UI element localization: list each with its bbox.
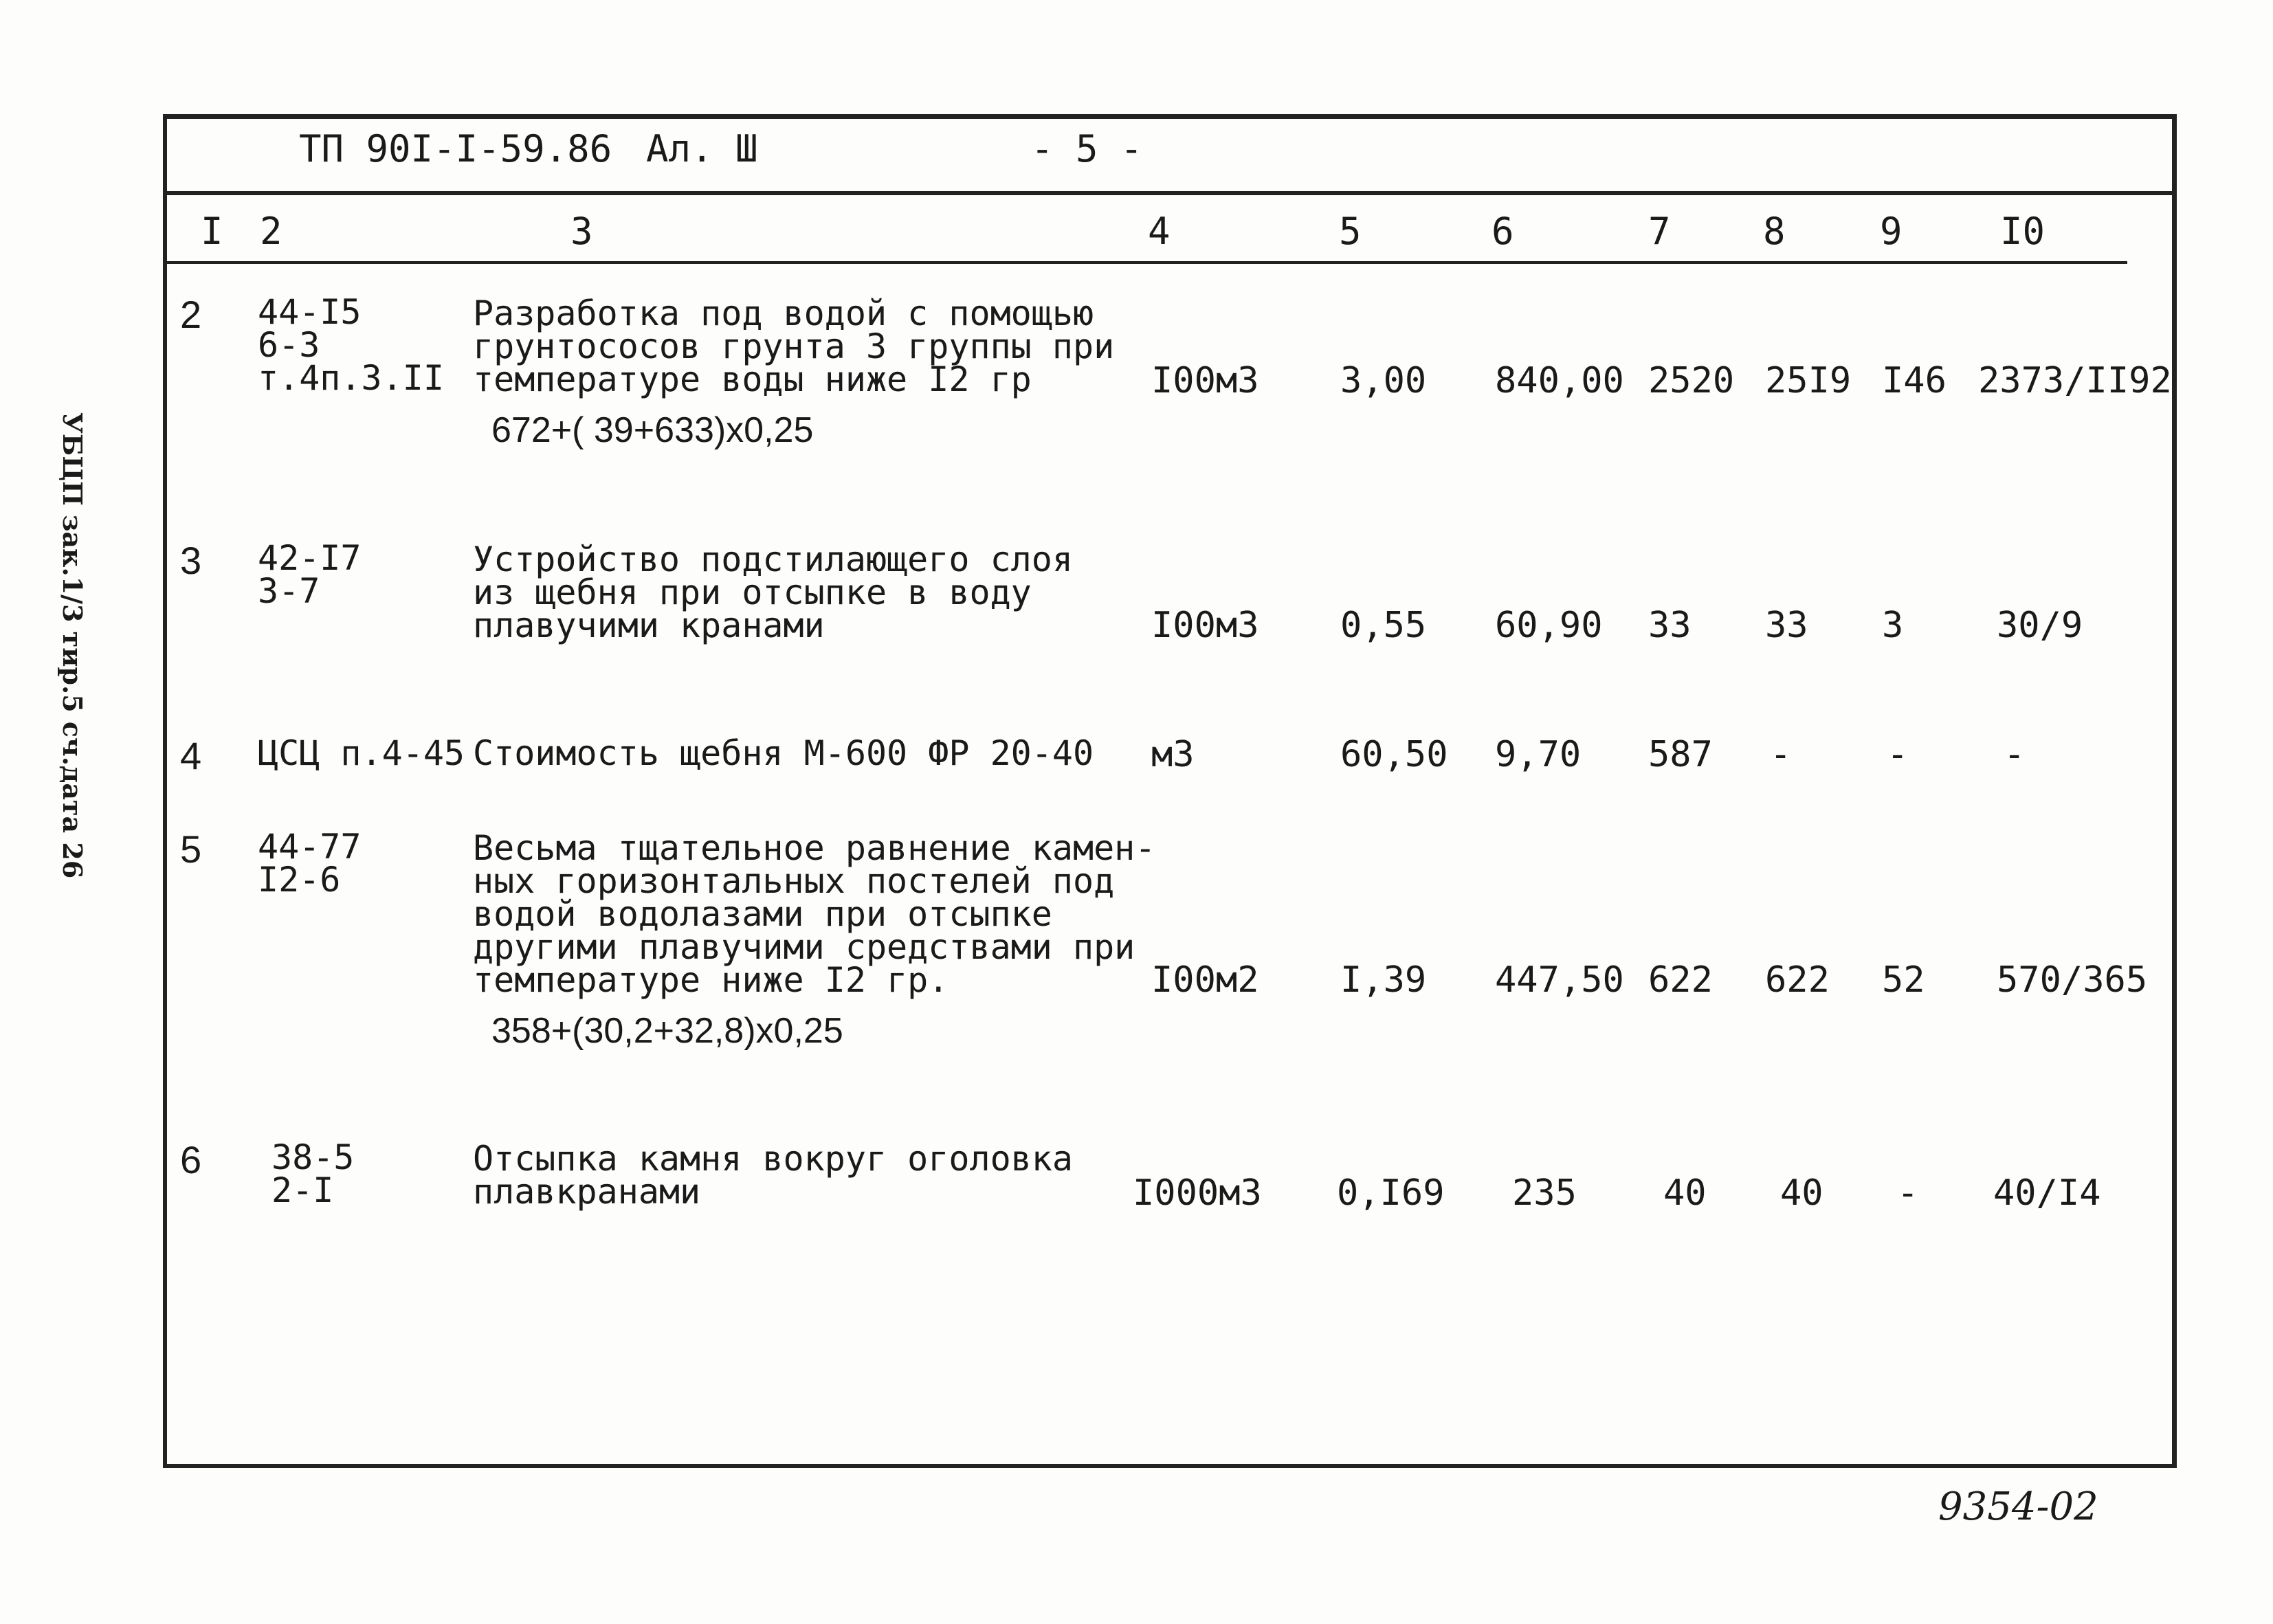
header-divider: [163, 191, 2177, 195]
col8-value: 25I9: [1765, 360, 1852, 401]
quantity: 0,55: [1340, 605, 1427, 646]
unit: I00м2: [1151, 959, 1259, 1001]
table-frame: [163, 114, 2177, 1468]
col-header-8: 8: [1763, 210, 1786, 253]
col7-value: 587: [1648, 734, 1713, 775]
unit-price: 235: [1512, 1172, 1577, 1214]
work-description: Разработка под водой с помощью грунтососов грунта 3 группы при температуре воды ниже I2 гр: [473, 293, 1115, 399]
archive-number: 9354-02: [1938, 1484, 2098, 1529]
row-number: 2: [180, 293, 202, 336]
norm-code: 42-I7 3-7: [258, 538, 362, 611]
col-header-2: 2: [260, 210, 282, 253]
col7-value: 2520: [1648, 360, 1735, 401]
col-header-5: 5: [1339, 210, 1362, 253]
quantity: 60,50: [1340, 734, 1448, 775]
col7-value: 33: [1648, 605, 1692, 646]
unit: м3: [1151, 734, 1195, 775]
norm-code: 44-77 I2-6: [258, 827, 362, 900]
work-description: Стоимость щебня М-600 ФР 20-40: [473, 733, 1094, 773]
col9-value: 52: [1882, 959, 1925, 1001]
doc-code: ТП 90I-I-59.86: [299, 127, 612, 170]
col-header-9: 9: [1880, 210, 1903, 253]
unit-price: 840,00: [1495, 360, 1624, 401]
quantity: I,39: [1340, 959, 1427, 1001]
col9-value: I46: [1882, 360, 1947, 401]
col9-value: -: [1897, 1172, 1919, 1214]
col10-value: 2373/II92: [1978, 360, 2172, 401]
col10-value: -: [2004, 734, 2026, 775]
col10-value: 40/I4: [1993, 1172, 2101, 1214]
col8-value: 33: [1765, 605, 1808, 646]
col-header-7: 7: [1648, 210, 1671, 253]
col9-value: 3: [1882, 605, 1904, 646]
row-number: 5: [180, 827, 202, 871]
unit-price: 9,70: [1495, 734, 1582, 775]
col-header-1: I: [201, 210, 223, 253]
col9-value: -: [1887, 734, 1909, 775]
col8-value: -: [1770, 734, 1792, 775]
col-header-10: I0: [2000, 210, 2045, 253]
col-header-3: 3: [570, 210, 593, 253]
calc-formula: 672+( 39+633)x0,25: [491, 410, 814, 450]
unit: I000м3: [1133, 1172, 1262, 1214]
row-number: 4: [180, 734, 202, 777]
norm-code: 38-5 2-I: [271, 1137, 355, 1210]
page-number: - 5 -: [1031, 127, 1143, 170]
quantity: 3,00: [1340, 360, 1427, 401]
calc-formula: 358+(30,2+32,8)x0,25: [491, 1011, 843, 1051]
column-header-divider: [165, 261, 2127, 264]
col8-value: 622: [1765, 959, 1830, 1001]
quantity: 0,I69: [1337, 1172, 1445, 1214]
side-stamp: УБЦП зак.1/3 тир.5 сч.дата 26: [57, 412, 88, 879]
row-number: 3: [180, 539, 202, 582]
col10-value: 30/9: [1997, 605, 2083, 646]
unit-price: 60,90: [1495, 605, 1603, 646]
album-label: Ал. Ш: [646, 127, 758, 170]
unit: I00м3: [1151, 605, 1259, 646]
col-header-4: 4: [1148, 210, 1171, 253]
work-description: Отсыпка камня вокруг оголовка плавкранами: [473, 1139, 1073, 1212]
col10-value: 570/365: [1997, 959, 2148, 1001]
col7-value: 622: [1648, 959, 1713, 1001]
norm-code: ЦСЦ п.4-45: [258, 733, 465, 773]
work-description: Устройство подстилающего слоя из щебня при отсыпке в воду плавучими кранами: [473, 540, 1073, 645]
col8-value: 40: [1780, 1172, 1823, 1214]
norm-code: 44-I5 6-3 т.4п.3.II: [258, 292, 444, 398]
unit-price: 447,50: [1495, 959, 1624, 1001]
row-number: 6: [180, 1138, 202, 1181]
col7-value: 40: [1663, 1172, 1707, 1214]
col-header-6: 6: [1492, 210, 1514, 253]
work-description: Весьма тщательное равнение камен- ных горизонтальных постелей под водой водолазами при отсыпке другими плавучими средствами при температуре ниже I2 гр.: [473, 828, 1156, 1000]
unit: I00м3: [1151, 360, 1259, 401]
